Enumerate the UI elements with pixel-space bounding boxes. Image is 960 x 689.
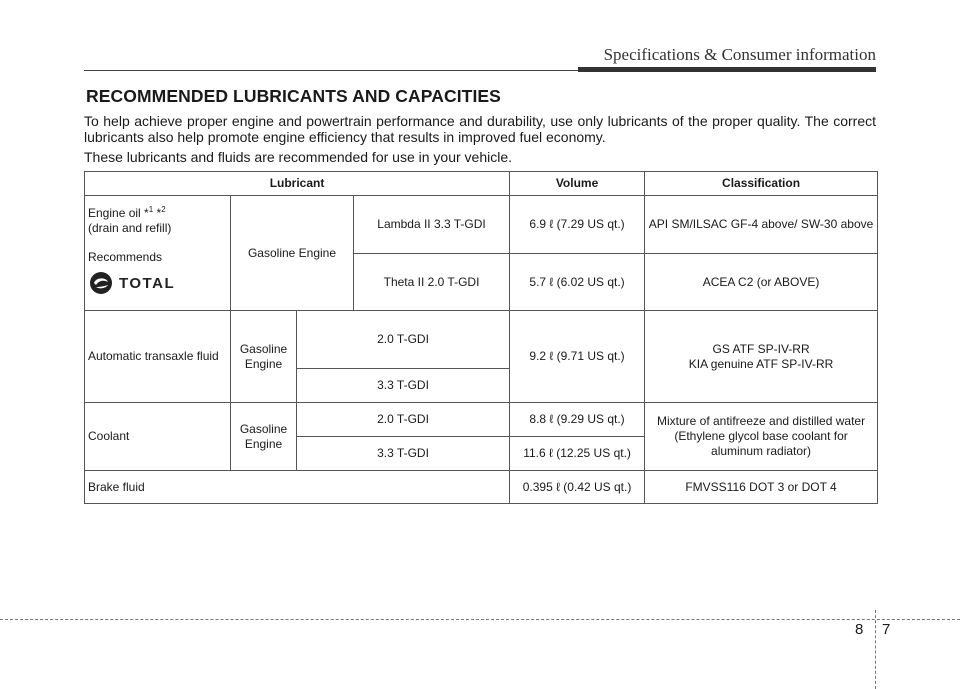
coolant-label: Coolant [85,403,231,471]
coolant-class-line-2: (Ethylene glycol base coolant for aluminum radiator) [674,429,848,458]
transaxle-classification [645,311,878,403]
coolant-engine-1: 2.0 T-GDI [297,403,510,437]
page-divider [875,610,876,689]
engine-oil-label: Engine oil *$^1$ *$^2$ [88,205,166,220]
engine-oil-class-2: ACEA C2 (or ABOVE) [645,254,878,311]
header-title: Specifications & Consumer information [603,45,876,64]
coolant-type: Gasoline Engine [231,403,297,471]
section-title: RECOMMENDED LUBRICANTS AND CAPACITIES [86,86,501,106]
chapter-number: 8 [855,621,864,638]
intro-paragraph: To help achieve proper engine and powertrain performance and durability, use only lubricants of the proper quality. The correct lubricants also help promote engine efficiency that results in improved fuel economy. [84,113,876,145]
header-volume: Volume [510,172,645,196]
engine-oil-volume-2: 5.7 ℓ (6.02 US qt.) [510,254,645,311]
transaxle-engine-1: 2.0 T-GDI [297,311,510,369]
header-accent-bar [578,67,876,72]
brake-label: Brake fluid [85,471,510,504]
engine-oil-engine-1: Lambda II 3.3 T-GDI [354,196,510,254]
table-row [85,311,878,369]
table-header-row [85,172,878,196]
table-row [85,403,878,437]
engine-oil-class-1: API SM/ILSAC GF-4 above/ SW-30 above [645,196,878,254]
coolant-class-line-1: Mixture of antifreeze and distilled water [656,414,866,428]
table-row [85,471,878,504]
table-row [85,196,878,254]
lubricants-table [84,171,878,504]
total-logo-text: TOTAL [119,274,176,292]
engine-oil-engine-2: Theta II 2.0 T-GDI [354,254,510,311]
transaxle-label: Automatic transaxle fluid [85,311,231,403]
brake-classification: FMVSS116 DOT 3 or DOT 4 [645,471,878,504]
intro-paragraph-2: These lubricants and fluids are recommended for use in your vehicle. [84,149,512,165]
engine-oil-label-cell [85,196,231,311]
page-number: 7 [882,621,891,638]
engine-oil-sub: (drain and refill) [88,221,172,235]
coolant-classification [645,403,878,471]
transaxle-type: Gasoline Engine [231,311,297,403]
brake-volume: 0.395 ℓ (0.42 US qt.) [510,471,645,504]
engine-oil-type: Gasoline Engine [231,196,354,311]
coolant-volume-1: 8.8 ℓ (9.29 US qt.) [510,403,645,437]
coolant-engine-2: 3.3 T-GDI [297,437,510,471]
total-logo [88,271,227,295]
header-lubricant: Lubricant [85,172,510,196]
transaxle-class-line-1: GS ATF SP-IV-RR [712,341,810,356]
transaxle-engine-2: 3.3 T-GDI [297,369,510,403]
transaxle-class-line-2: KIA genuine ATF SP-IV-RR [688,356,834,371]
coolant-volume-2: 11.6 ℓ (12.25 US qt.) [510,437,645,471]
engine-oil-volume-1: 6.9 ℓ (7.29 US qt.) [510,196,645,254]
header-classification: Classification [645,172,878,196]
total-logo-icon [88,271,114,295]
recommends-label: Recommends [88,250,163,264]
footer-rule [0,619,960,620]
transaxle-volume: 9.2 ℓ (9.71 US qt.) [510,311,645,403]
